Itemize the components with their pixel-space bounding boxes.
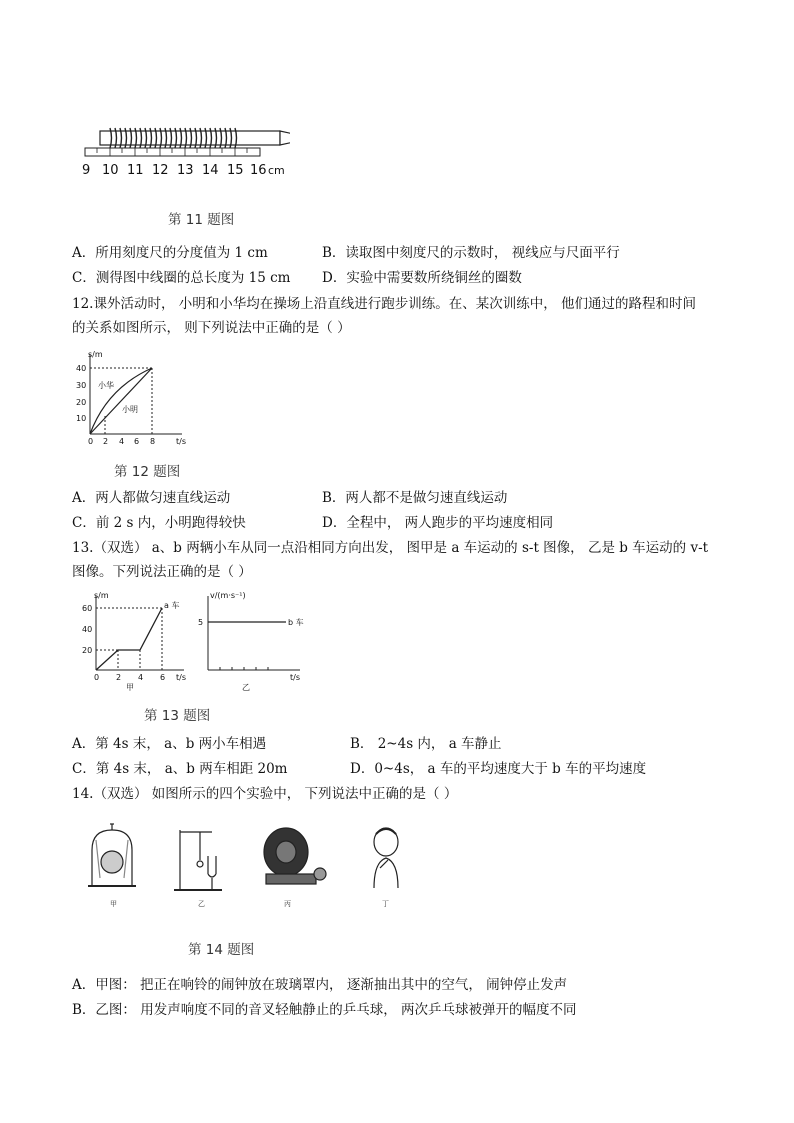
- fig12-ytick-10: 10: [76, 414, 87, 423]
- q13-option-b: B． 2~4s 内， a 车静止: [350, 736, 502, 752]
- ruler-tick-13: 13: [177, 163, 194, 178]
- q11-option-c: C．测得图中线圈的总长度为 15 cm: [72, 270, 291, 286]
- ruler-tick-12: 12: [152, 163, 169, 178]
- fig14-sub-ding: 丁: [382, 900, 389, 908]
- fig13-jia-ytick-60: 60: [82, 604, 93, 613]
- fig13-jia-line-label: a 车: [164, 601, 180, 610]
- fig12-ytick-40: 40: [76, 364, 87, 373]
- fig13-yi-ytick-5: 5: [198, 618, 204, 627]
- q12-option-a: A．两人都做匀速直线运动: [72, 490, 231, 506]
- q11-option-a: A．所用刻度尺的分度值为 1 cm: [72, 245, 268, 261]
- fig12-xtick-8: 8: [150, 437, 156, 446]
- ruler-tick-9: 9: [82, 163, 91, 178]
- fig14-sub-bing: 丙: [284, 900, 291, 908]
- q13-stem-line2: 图像。下列说法正确的是（ ）: [72, 564, 252, 580]
- fig13-yi-xlabel: t/s: [290, 673, 300, 682]
- q13-option-c: C．第 4s 末， a、b 两车相距 20m: [72, 761, 288, 777]
- fig12-ytick-20: 20: [76, 398, 87, 407]
- q11-option-b: B．读取图中刻度尺的示数时， 视线应与尺面平行: [322, 245, 620, 261]
- fig13-jia-ytick-40: 40: [82, 625, 93, 634]
- tuning-fork-illustration: [174, 830, 222, 890]
- fig12-ylabel: s/m: [88, 350, 103, 359]
- fig12-caption: 第 12 题图: [114, 464, 181, 480]
- ruler-tick-15: 15: [227, 163, 244, 178]
- fig13-jia-xlabel: t/s: [176, 673, 186, 682]
- ruler-tick-10: 10: [102, 163, 119, 178]
- fig14-caption: 第 14 题图: [188, 942, 255, 958]
- line-xiaoming: [90, 368, 152, 434]
- fig14-sub-yi: 乙: [198, 900, 205, 908]
- q12-stem-line2: 的关系如图所示， 则下列说法中正确的是（ ）: [72, 320, 351, 336]
- q11-option-d: D．实验中需要数所绕铜丝的圈数: [322, 270, 522, 286]
- q14-option-a: A．甲图： 把正在响铃的闹钟放在玻璃罩内， 逐渐抽出其中的空气， 闹钟停止发声: [72, 977, 568, 993]
- q12-option-c: C．前 2 s 内，小明跑得较快: [72, 515, 246, 531]
- fig13-jia-xtick-2: 2: [116, 673, 122, 682]
- fig14-sub-jia: 甲: [110, 900, 117, 908]
- q14-stem-line1: 14.（双选） 如图所示的四个实验中， 下列说法中正确的是（ ）: [72, 786, 458, 802]
- fig12-xtick-4: 4: [119, 437, 125, 446]
- fig13-jia-ylabel: s/m: [94, 591, 109, 600]
- ruler-tick-11: 11: [127, 163, 144, 178]
- fig13-jia-sub: 甲: [126, 683, 134, 692]
- bell-jar-illustration: [88, 824, 136, 886]
- q12-option-b: B．两人都不是做匀速直线运动: [322, 490, 508, 506]
- fig12-st-graph: [72, 348, 192, 448]
- fig12-ytick-30: 30: [76, 381, 87, 390]
- q13-option-d: D．0~4s， a 车的平均速度大于 b 车的平均速度: [350, 761, 647, 777]
- fig12-xtick-6: 6: [134, 437, 140, 446]
- fig13-yi-line-label: b 车: [288, 618, 304, 627]
- fig12-xtick-0: 0: [88, 437, 94, 446]
- fig13-jia-xtick-6: 6: [160, 673, 166, 682]
- q13-stem-line1: 13.（双选） a、b 两辆小车从同一点沿相同方向出发， 图甲是 a 车运动的 s-t 图像， 乙是 b 车运动的 v-t: [72, 540, 709, 556]
- ruler-unit: cm: [268, 164, 285, 177]
- q13-option-a: A．第 4s 末， a、b 两小车相遇: [72, 736, 267, 752]
- q12-option-d: D．全程中， 两人跑步的平均速度相同: [322, 515, 554, 531]
- fig12-xtick-2: 2: [103, 437, 109, 446]
- person-illustration: [374, 828, 398, 888]
- fig13-jia-graph: [80, 590, 190, 694]
- fig13-yi-graph: [196, 590, 308, 694]
- fig13-yi-sub: 乙: [242, 683, 250, 692]
- ruler-tick-16: 16: [250, 163, 267, 178]
- q14-option-b: B．乙图： 用发声响度不同的音叉轻触静止的乒乓球， 两次乒乓球被弹开的幅度不同: [72, 1002, 577, 1018]
- fig13-jia-ytick-20: 20: [82, 646, 93, 655]
- fig13-yi-ylabel: v/(m·s⁻¹): [210, 591, 246, 600]
- fig13-jia-xtick-0: 0: [94, 673, 100, 682]
- fig13-jia-xtick-4: 4: [138, 673, 144, 682]
- fig14-experiments: [80, 820, 420, 912]
- fig11-caption: 第 11 题图: [168, 212, 235, 228]
- fig12-label-xiaoming: 小明: [122, 405, 138, 414]
- fig12-xlabel: t/s: [176, 437, 186, 446]
- fig12-label-xiaohua: 小华: [98, 381, 114, 390]
- line-a-car: [96, 608, 162, 670]
- fig13-caption: 第 13 题图: [144, 708, 211, 724]
- ruler-tick-14: 14: [202, 163, 219, 178]
- q12-stem-line1: 12.课外活动时， 小明和小华均在操场上沿直线进行跑步训练。在、某次训练中， 他们通过的路程和时间: [72, 296, 697, 312]
- speaker-illustration: [264, 828, 326, 884]
- ruler-coil-figure: [80, 118, 290, 180]
